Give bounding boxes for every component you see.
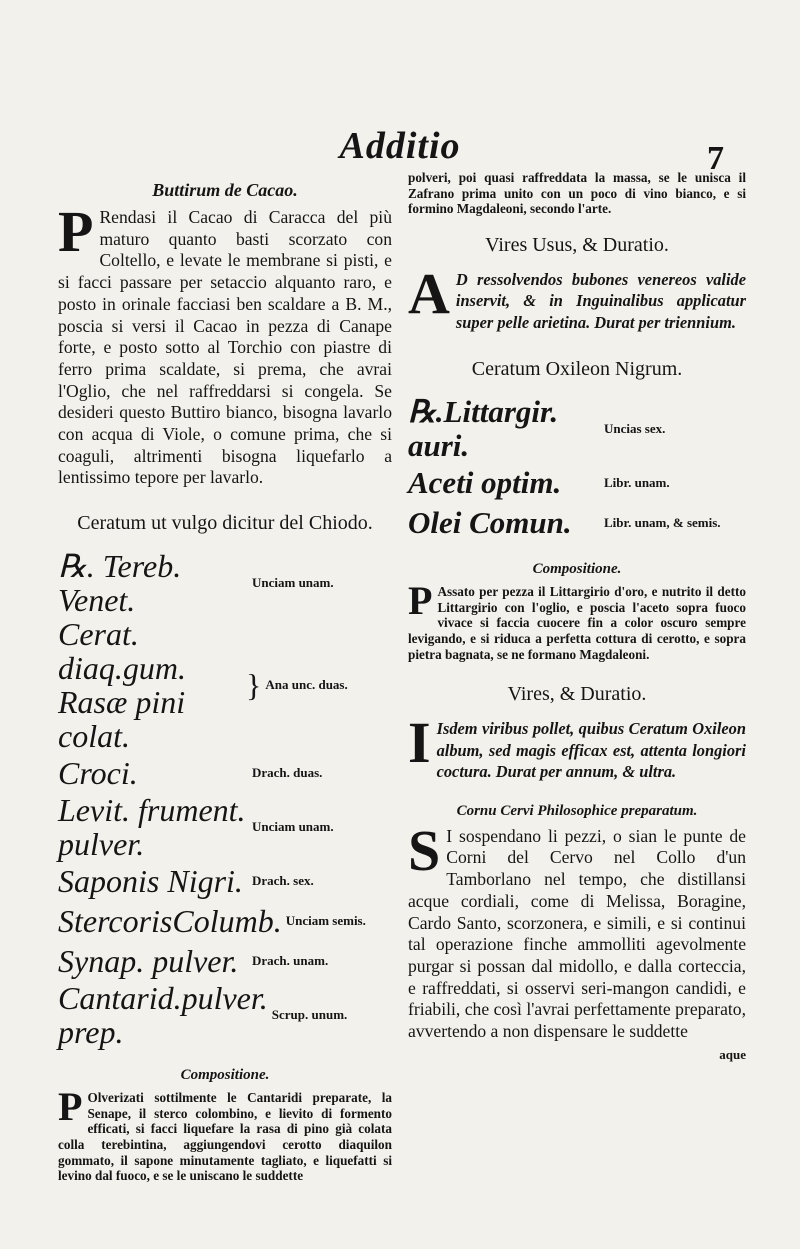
quantity: Unciam unam. (252, 575, 334, 591)
right-column (408, 170, 746, 1063)
recipe-list (408, 395, 746, 543)
paragraph (408, 817, 746, 1043)
paragraph (58, 1084, 392, 1184)
paragraph (408, 260, 746, 334)
drop-cap: P (58, 1084, 83, 1130)
recipe-row (58, 941, 392, 981)
drop-cap: P (58, 199, 94, 264)
section-heading: Vires, & Duratio. (507, 683, 647, 706)
recipe-row (58, 981, 392, 1049)
paragraph-text: Olverizati sottilmente le Cantaridi preparate, la Senape, il sterco colombino, e lievito di formento efficati, si facci liquefare la rasa di pino già colata colla terebintina, aggiungendovi cerotto diaquilon gommato, il sapone minutamente tagliato, e liquefatti si levino dal fuoco, e se le uniscano le suddette (58, 1090, 392, 1184)
quantity: Libr. unam, & semis. (604, 515, 721, 531)
paragraph (408, 578, 746, 662)
section-title: Compositione. (180, 1067, 270, 1084)
section-heading: Vires Usus, & Duratio. (485, 233, 669, 256)
quantity: Libr. unam. (604, 475, 670, 491)
paragraph (58, 199, 392, 489)
recipe-group (58, 617, 392, 753)
ingredient: Cerat. diaq.gum. (58, 616, 186, 687)
ingredient: ℞. Tereb. Venet. (58, 548, 182, 619)
section-heading: Ceratum Oxileon Nigrum. (471, 358, 683, 381)
paragraph-text: Assato per pezza il Littargirio d'oro, e nutrito il detto Littargirio con l'oglio, e poscia l'aceto sopra fuoco vivace si faccia cuocere fin a color oscuro sempre levigando, e si riduca a perfetta cottura di cerotto, e sopra pietra bagnata, se ne formano Magdaleoni. (408, 584, 746, 662)
quantity: Ana unc. duas. (265, 677, 348, 693)
recipe-list (58, 549, 392, 1049)
section-title: Cornu Cervi Philosophice preparatum. (456, 802, 698, 819)
ingredient: ℞.Littargir. auri. (408, 394, 559, 464)
ingredient: Cantarid.pulver. prep. (58, 980, 268, 1051)
quantity: Uncias sex. (604, 421, 666, 437)
paragraph (408, 710, 746, 783)
quantity: Unciam unam. (252, 819, 334, 835)
drop-cap: A (408, 260, 450, 326)
brace: } (246, 666, 262, 703)
quantity: Scrup. unum. (271, 1007, 348, 1023)
section-heading: Ceratum ut vulgo dicitur del Chiodo. (77, 512, 373, 535)
paragraph-text: Rendasi il Cacao di Caracca del più maturo quanto basti scorzato con Coltello, e levate le membrane si pisti, e si facci passare per setaccio alquanto raro, e posto in orinale facciasi ben scaldare a B. M., poscia si versi il Cacao in pezza di Canape forte, e posto sotto al Torchio con piastre di ferro prima scaldate, si prema, che avrai l'Oglio, che nel raffreddarsi si congela. Se desideri questo Buttiro bianco, bisogna lavarlo con acqua di Viole, o comune prima, che si coaguli, altrimenti bisogna liquefarlo a lentissimo tepore per lavarlo. (58, 207, 392, 488)
recipe-group-items (58, 617, 250, 753)
recipe-row (58, 793, 392, 861)
paragraph-text: D ressolvendos bubones venereos valide inservit, & in Inguinalibus applicatur super pelle arietina. Durat per triennium. (455, 269, 746, 332)
ingredient: StercorisColumb. (58, 903, 282, 940)
ingredient: Olei Comun. (408, 505, 572, 541)
paragraph: polveri, poi quasi raffreddata la massa, se le unisca il Zafrano prima unito con un poco di vino bianco, e si formino Magdaleoni, secondo l'arte. (408, 170, 746, 217)
recipe-row (408, 463, 746, 503)
recipe-row (408, 395, 746, 463)
recipe-row (408, 503, 746, 543)
recipe-row (58, 549, 392, 617)
catchword: aque (719, 1046, 746, 1062)
quantity: Unciam semis. (285, 913, 366, 929)
paragraph-text: Isdem viribus pollet, quibus Ceratum Oxileon album, sed magis efficax est, attenta longiori coctura. Durat per annum, & ultra. (436, 719, 746, 782)
recipe-row (58, 753, 392, 793)
ingredient: Croci. (58, 755, 138, 792)
ingredient: Levit. frument. pulver. (58, 792, 246, 863)
drop-cap: S (408, 817, 441, 883)
left-column (58, 174, 392, 1184)
quantity: Drach. sex. (252, 873, 314, 889)
section-title: Compositione. (532, 561, 622, 578)
drop-cap: P (408, 578, 433, 624)
quantity: Drach. duas. (252, 765, 323, 781)
recipe-row (58, 901, 392, 941)
section-title: Buttirum de Cacao. (152, 180, 298, 200)
drop-cap: I (408, 710, 431, 776)
paragraph-text: I sospendano li pezzi, o sian le punte de Corni del Cervo nel Collo d'un Tamborlano nel tempo, che distillansi acque cordiali, come di Melissa, Boragine, Cardo Santo, scorzonera, e simili, e si continui tal operazione finche ammolliti agevolmente purgar si possan dal midollo, e dalla corteccia, e raffreddati, si osservi seri-mangon candidi, e friabili, che così l'avrai perfettamente preparato, avvertendo a non dispensare le suddette (408, 825, 746, 1042)
page-number: 7 (707, 140, 724, 177)
running-head: Additio (339, 125, 461, 167)
ingredient: Synap. pulver. (58, 943, 239, 980)
ingredient: Rasæ pini colat. (58, 684, 186, 755)
ingredient: Aceti optim. (408, 465, 562, 501)
recipe-row (58, 861, 392, 901)
ingredient: Saponis Nigri. (58, 863, 243, 900)
quantity: Drach. unam. (252, 953, 329, 969)
